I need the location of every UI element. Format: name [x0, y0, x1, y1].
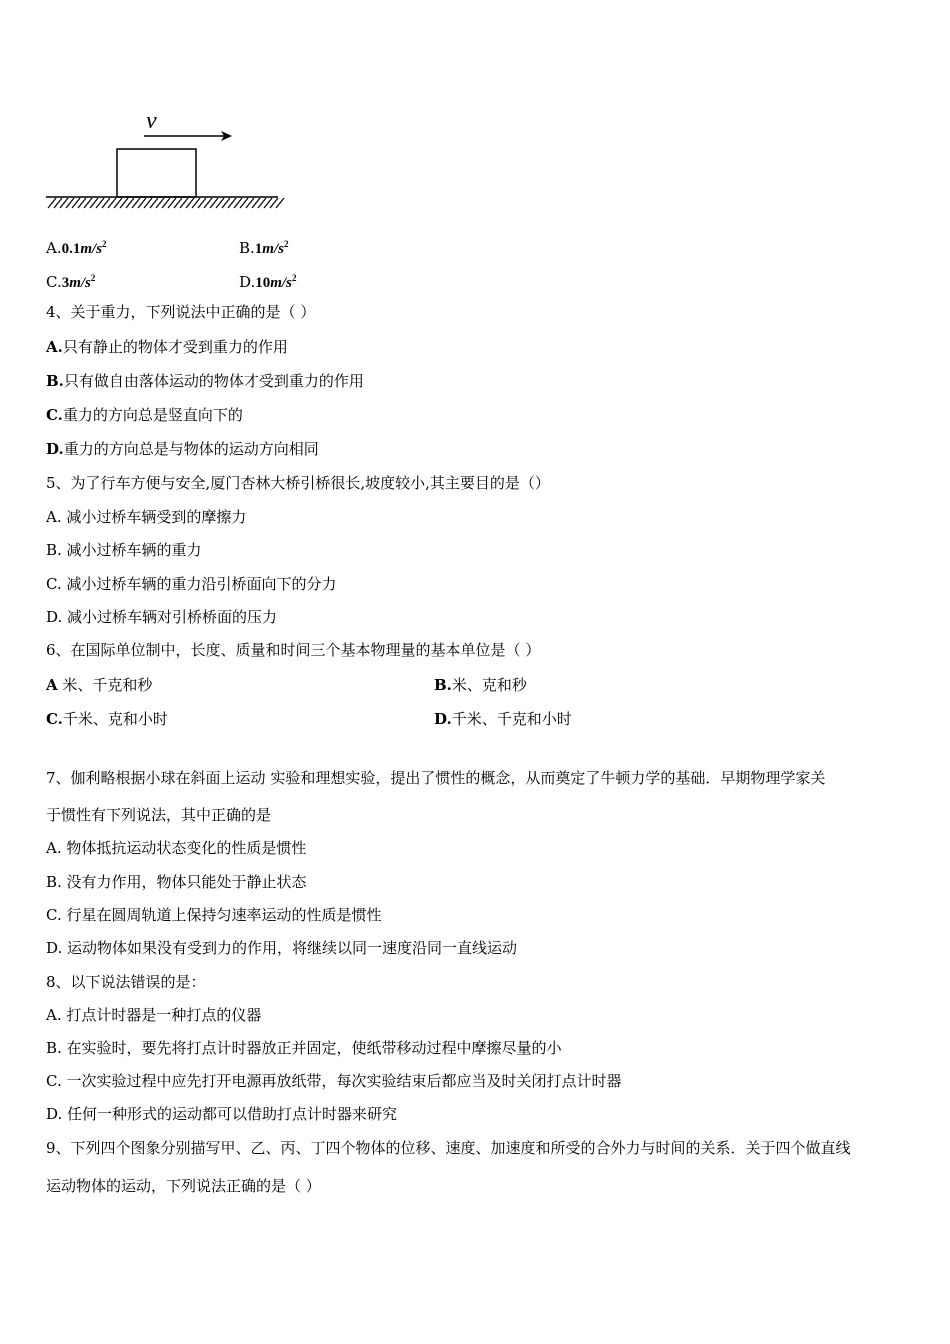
ground-hatching [48, 198, 284, 208]
q7-option-c: C. 行星在圆周轨道上保持匀速率运动的性质是惯性 [46, 906, 382, 924]
q8-option-b: B. 在实验时，要先将打点计时器放正并固定，使纸带移动过程中摩擦尽量的小 [46, 1039, 562, 1057]
q6-stem: 6、在国际单位制中，长度、质量和时间三个基本物理量的基本单位是（ ） [46, 641, 541, 659]
q7-stem-line-2: 于惯性有下列说法，其中正确的是 [46, 806, 272, 824]
q3-option-a: $A.0.1m/s^2$ [46, 239, 107, 257]
q5-option-a: A. 减小过桥车辆受到的摩擦力 [46, 508, 247, 526]
q4-option-c: C.重力的方向总是竖直向下的 [46, 406, 243, 424]
q7-stem-line-1: 7、伽利略根据小球在斜面上运动 实验和理想实验，提出了惯性的概念，从而奠定了牛顿力学的基础．早期物理学家关 [46, 769, 826, 787]
q6-option-a: A 米、千克和秒 [46, 676, 153, 694]
q4-stem: 4、关于重力，下列说法中正确的是（ ） [46, 303, 316, 321]
q5-option-b: B. 减小过桥车辆的重力 [46, 541, 202, 559]
q9-stem-line-1: 9、下列四个图象分别描写甲、乙、丙、丁四个物体的位移、速度、加速度和所受的合外力与时间的关系．关于四个做直线 [46, 1139, 851, 1157]
q3-option-c: $C.3m/s^2$ [46, 273, 96, 291]
q3-option-b: $B.1m/s^2$ [239, 239, 289, 257]
velocity-label: v [146, 108, 157, 134]
q6-option-c: C.千米、克和小时 [46, 710, 168, 728]
q8-option-a: A. 打点计时器是一种打点的仪器 [46, 1006, 262, 1024]
q8-option-c: C. 一次实验过程中应先打开电源再放纸带，每次实验结束后都应当及时关闭打点计时器 [46, 1072, 622, 1090]
q5-option-d: D. 减小过桥车辆对引桥桥面的压力 [46, 608, 278, 626]
q5-stem: 5、为了行车方便与安全,厦门杏林大桥引桥很长,坡度较小,其主要目的是（） [46, 474, 550, 492]
q9-stem-line-2: 运动物体的运动，下列说法正确的是（ ） [46, 1177, 321, 1195]
q3-option-row-1 [46, 234, 288, 259]
q5-option-c: C. 减小过桥车辆的重力沿引桥面向下的分力 [46, 575, 337, 593]
q8-option-d: D. 任何一种形式的运动都可以借助打点计时器来研究 [46, 1105, 398, 1123]
q4-option-a: A.只有静止的物体才受到重力的作用 [46, 338, 288, 356]
q6-option-d: D.千米、千克和小时 [434, 710, 572, 728]
q6-option-row-1 [46, 675, 527, 695]
q7-option-d: D. 运动物体如果没有受到力的作用，将继续以同一速度沿同一直线运动 [46, 939, 518, 957]
block-on-ground-figure [40, 100, 290, 215]
q6-option-b: B.米、克和秒 [434, 676, 527, 694]
q7-option-a: A. 物体抵抗运动状态变化的性质是惯性 [46, 839, 307, 857]
q3-option-row-2 [46, 268, 296, 293]
q7-option-b: B. 没有力作用，物体只能处于静止状态 [46, 873, 307, 891]
q3-option-d: $D.10m/s^2$ [239, 273, 297, 291]
block [117, 149, 196, 197]
q8-stem: 8、以下说法错误的是： [46, 973, 206, 991]
q4-option-d: D.重力的方向总是与物体的运动方向相同 [46, 440, 319, 458]
q4-option-b: B.只有做自由落体运动的物体才受到重力的作用 [46, 372, 364, 390]
q6-option-row-2 [46, 709, 572, 729]
